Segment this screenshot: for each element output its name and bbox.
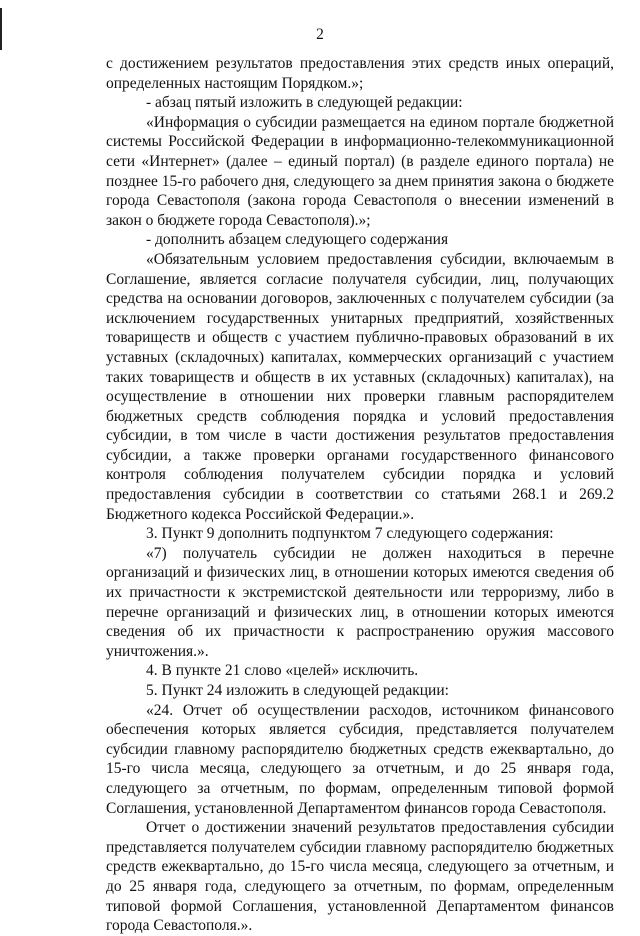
paragraph: «24. Отчет об осуществлении расходов, источником финансового обеспечения которых является субсидия, представляется получателем субсидии главному распорядителю бюджетных средств ежеквартально, до 15-го числа месяца, следующего за отчетным, и до 25 января года, следующего за отчетным, по формам, определенным типовой формой Соглашения, установленной Департаментом финансов города Севастополя. xyxy=(106,701,614,817)
paragraph: Отчет о достижении значений результатов предоставления субсидии представляется получателем субсидии главному распорядителю бюджетных средств ежеквартально, до 15-го числа месяца, следующего за отчетным, и до 25 января года, следующего за отчетным, по формам, определенным типовой формой Соглашения, установленной Департаментом финансов города Севастополя.». xyxy=(106,819,614,935)
paragraph: с достижением результатов предоставления этих средств иных операций, определенных настоящим Порядком.»; xyxy=(106,55,614,92)
page-number: 2 xyxy=(316,26,324,43)
paragraph: 4. В пункте 21 слово «целей» исключить. xyxy=(146,662,419,680)
paragraph: - дополнить абзацем следующего содержания xyxy=(146,231,449,249)
paragraph: 5. Пункт 24 изложить в следующей редакции: xyxy=(146,682,449,699)
paragraph: «7) получатель субсидии не должен находиться в перечне организаций и физических лиц, в отношении которых имеются сведения об их причастности к экстремистской деятельности или терроризму, либо в перечне организаций и физических лиц, в отношении которых имеются сведения об их причастности к распространению оружия массового уничтожения.». xyxy=(106,544,614,660)
document-body xyxy=(106,54,614,936)
paragraph: «Информация о субсидии размещается на едином портале бюджетной системы Российской Федерации в информационно-телекоммуникационной сети «Интернет» (далее – единый портал) (в разделе единого портала) не позднее 15-го рабочего дня, следующего за днем принятия закона о бюджете города Севастополя (закона города Севастополя о внесении изменений в закон о бюджете города Севастополя).»; xyxy=(106,113,614,229)
paragraph: - абзац пятый изложить в следующей редакции: xyxy=(146,94,463,112)
paragraph: «Обязательным условием предоставления субсидии, включаемым в Соглашение, является согласие получателя субсидии, лиц, получающих средства на основании договоров, заключенных с получателем субсидии (за исключением государственных унитарных предприятий, хозяйственных товариществ и обществ с участием публично-правовых образований в их уставных (складочных) капиталах, коммерческих организаций с участием таких товариществ и обществ в их уставных (складочных) капиталах), на осуществление в отношении них проверки главным распорядителем бюджетных средств соблюдения порядка и условий предоставления субсидии, в том числе в части достижения результатов предоставления субсидии, а также проверки органами государственного финансового контроля соблюдения получателем субсидии порядка и условий предоставления субсидии в соответствии со статьями 268.1 и 269.2 Бюджетного кодекса Российской Федерации.». xyxy=(106,250,614,523)
paragraph: 3. Пункт 9 дополнить подпунктом 7 следующего содержания: xyxy=(146,525,554,543)
